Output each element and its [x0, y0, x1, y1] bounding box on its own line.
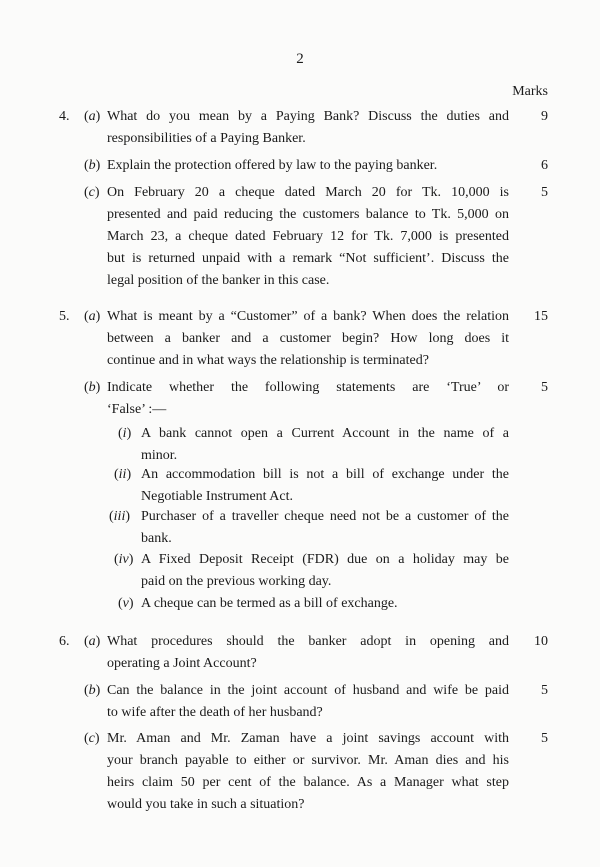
statement-label: (ii): [114, 467, 132, 482]
question-text: [107, 728, 509, 816]
part-label: (c): [84, 185, 100, 200]
statement-text: [141, 593, 509, 615]
statement-text: [141, 464, 509, 508]
statement-numeral: iv: [118, 552, 129, 567]
question-text: [107, 680, 509, 724]
statement-numeral: ii: [118, 467, 127, 482]
text-line: A Fixed Deposit Receipt (FDR) due on a holiday may be: [141, 552, 509, 567]
marks-value: 6: [541, 158, 548, 173]
part-label: (b): [84, 158, 101, 173]
text-line: continue and in what ways the relationship is terminated?: [107, 353, 429, 368]
text-line: What is meant by a “Customer” of a bank? When does the relation: [107, 309, 509, 324]
marks-value: 5: [541, 380, 548, 395]
part-label: (a): [84, 109, 101, 124]
text-line: paid on the previous working day.: [141, 574, 332, 589]
question-text: [107, 155, 509, 177]
marks-value: 5: [541, 731, 548, 746]
statement-text: [141, 423, 509, 467]
part-letter: b: [88, 380, 96, 395]
text-line: Explain the protection offered by law to the paying banker.: [107, 158, 438, 173]
part-label: (c): [84, 731, 100, 746]
marks-value: 5: [541, 185, 548, 200]
part-letter: a: [88, 109, 96, 124]
part-letter: c: [88, 731, 95, 746]
text-line: to wife after the death of her husband?: [107, 705, 323, 720]
part-label: (a): [84, 309, 101, 324]
text-line: presented and paid reducing the customers balance to Tk. 5,000 on: [107, 207, 509, 222]
question-text: [107, 182, 509, 292]
text-line: Indicate whether the following statements are ‘True’ or: [107, 380, 509, 395]
text-line: your branch payable to either or survivor. Mr. Aman dies and his: [107, 753, 509, 768]
text-line: What do you mean by a Paying Bank? Discuss the duties and: [107, 109, 509, 124]
text-line: What procedures should the banker adopt in opening and: [107, 634, 509, 649]
part-label: (b): [84, 380, 101, 395]
statement-label: (v): [118, 596, 134, 611]
text-line: between a banker and a customer begin? How long does it: [107, 331, 509, 346]
statement-text: [141, 549, 509, 593]
part-letter: a: [88, 634, 96, 649]
text-line: minor.: [141, 448, 178, 463]
statement-label: (i): [118, 426, 132, 441]
part-letter: b: [88, 683, 96, 698]
part-letter: b: [88, 158, 96, 173]
question-text: [107, 377, 509, 421]
statement-label: (iii): [109, 509, 131, 524]
question-number: 4.: [59, 109, 70, 124]
statement-label: (iv): [114, 552, 134, 567]
text-line: ‘False’ :—: [107, 402, 167, 417]
question-number: 5.: [59, 309, 70, 324]
text-line: bank.: [141, 531, 172, 546]
text-line: An accommodation bill is not a bill of exchange under the: [141, 467, 509, 482]
part-label: (b): [84, 683, 101, 698]
marks-value: 9: [541, 109, 548, 124]
marks-column-header: Marks: [512, 84, 548, 99]
statement-text: [141, 506, 509, 550]
text-line: A cheque can be termed as a bill of exchange.: [141, 596, 398, 611]
text-line: heirs claim 50 per cent of the balance. As a Manager what step: [107, 775, 509, 790]
marks-value: 10: [534, 634, 548, 649]
question-text: [107, 106, 509, 150]
question-text: [107, 306, 509, 372]
question-number: 6.: [59, 634, 70, 649]
text-line: On February 20 a cheque dated March 20 for Tk. 10,000 is: [107, 185, 509, 200]
marks-value: 15: [534, 309, 548, 324]
text-line: Purchaser of a traveller cheque need not be a customer of the: [141, 509, 509, 524]
part-letter: c: [88, 185, 95, 200]
marks-value: 5: [541, 683, 548, 698]
text-line: Mr. Aman and Mr. Zaman have a joint savings account with: [107, 731, 509, 746]
statement-numeral: iii: [113, 509, 126, 524]
text-line: would you take in such a situation?: [107, 797, 305, 812]
text-line: operating a Joint Account?: [107, 656, 257, 671]
part-letter: a: [88, 309, 96, 324]
text-line: Can the balance in the joint account of husband and wife be paid: [107, 683, 509, 698]
statement-numeral: i: [122, 426, 127, 441]
text-line: legal position of the banker in this case.: [107, 273, 330, 288]
statement-numeral: v: [122, 596, 129, 611]
text-line: A bank cannot open a Current Account in the name of a: [141, 426, 509, 441]
text-line: March 23, a cheque dated February 12 for Tk. 7,000 is presented: [107, 229, 509, 244]
text-line: but is returned unpaid with a remark “Not sufficient’. Discuss the: [107, 251, 509, 266]
part-label: (a): [84, 634, 101, 649]
page-number: 2: [296, 51, 304, 67]
question-text: [107, 631, 509, 675]
text-line: Negotiable Instrument Act.: [141, 489, 294, 504]
text-line: responsibilities of a Paying Banker.: [107, 131, 306, 146]
